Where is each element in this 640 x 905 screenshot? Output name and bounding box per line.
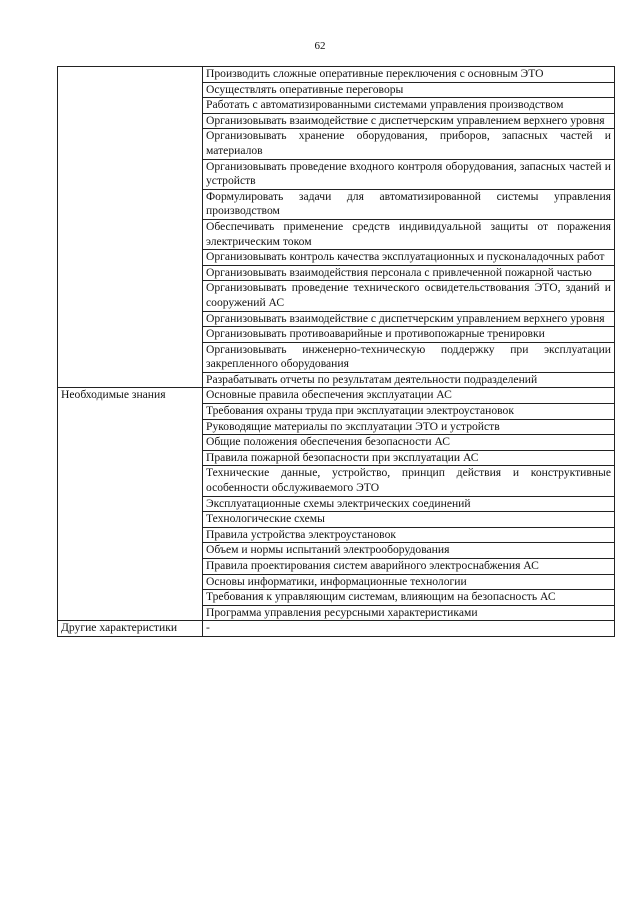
table-cell-item: Производить сложные оперативные переключения с основным ЭТО bbox=[203, 67, 615, 83]
table-cell-item: Разрабатывать отчеты по результатам деятельности подразделений bbox=[203, 372, 615, 388]
requirements-table-body bbox=[58, 67, 615, 637]
section-label bbox=[58, 67, 203, 388]
table-cell-item: Правила проектирования систем аварийного электроснабжения АС bbox=[203, 559, 615, 575]
table-cell-item: - bbox=[203, 621, 615, 637]
table-cell-item: Формулировать задачи для автоматизированной системы управления производством bbox=[203, 189, 615, 219]
table-cell-item: Правила пожарной безопасности при эксплуатации АС bbox=[203, 450, 615, 466]
section-label: Другие характеристики bbox=[58, 621, 203, 637]
table-cell-item: Организовывать хранение оборудования, приборов, запасных частей и материалов bbox=[203, 129, 615, 159]
table-row bbox=[58, 388, 615, 404]
table-cell-item: Организовывать инженерно-техническую поддержку при эксплуатации закрепленного оборудования bbox=[203, 342, 615, 372]
table-cell-item: Общие положения обеспечения безопасности АС bbox=[203, 435, 615, 451]
table-cell-item: Основы информатики, информационные технологии bbox=[203, 574, 615, 590]
table-cell-item: Технические данные, устройство, принцип действия и конструктивные особенности обслуживаемого ЭТО bbox=[203, 466, 615, 496]
table-cell-item: Организовывать контроль качества эксплуатационных и пусконаладочных работ bbox=[203, 250, 615, 266]
table-cell-item: Организовывать взаимодействия персонала с привлеченной пожарной частью bbox=[203, 265, 615, 281]
table-cell-item: Основные правила обеспечения эксплуатации АС bbox=[203, 388, 615, 404]
table-cell-item: Осуществлять оперативные переговоры bbox=[203, 82, 615, 98]
table-row bbox=[58, 67, 615, 83]
requirements-table bbox=[57, 66, 615, 637]
table-cell-item: Технологические схемы bbox=[203, 512, 615, 528]
table-cell-item: Правила устройства электроустановок bbox=[203, 527, 615, 543]
table-cell-item: Организовывать проведение входного контроля оборудования, запасных частей и устройств bbox=[203, 159, 615, 189]
table-cell-item: Работать с автоматизированными системами управления производством bbox=[203, 98, 615, 114]
table-cell-item: Требования к управляющим системам, влияющим на безопасность АС bbox=[203, 590, 615, 606]
table-cell-item: Требования охраны труда при эксплуатации электроустановок bbox=[203, 404, 615, 420]
table-cell-item: Руководящие материалы по эксплуатации ЭТО и устройств bbox=[203, 419, 615, 435]
table-cell-item: Эксплуатационные схемы электрических соединений bbox=[203, 496, 615, 512]
table-cell-item: Организовывать проведение технического освидетельствования ЭТО, зданий и сооружений АС bbox=[203, 281, 615, 311]
table-cell-item: Объем и нормы испытаний электрооборудования bbox=[203, 543, 615, 559]
table-cell-item: Организовывать взаимодействие с диспетчерским управлением верхнего уровня bbox=[203, 311, 615, 327]
section-label: Необходимые знания bbox=[58, 388, 203, 621]
table-row bbox=[58, 621, 615, 637]
page-number: 62 bbox=[314, 40, 326, 52]
table-cell-item: Организовывать противоаварийные и противопожарные тренировки bbox=[203, 327, 615, 343]
table-cell-item: Обеспечивать применение средств индивидуальной защиты от поражения электрическим током bbox=[203, 219, 615, 249]
table-cell-item: Организовывать взаимодействие с диспетчерским управлением верхнего уровня bbox=[203, 113, 615, 129]
table-cell-item: Программа управления ресурсными характеристиками bbox=[203, 605, 615, 621]
